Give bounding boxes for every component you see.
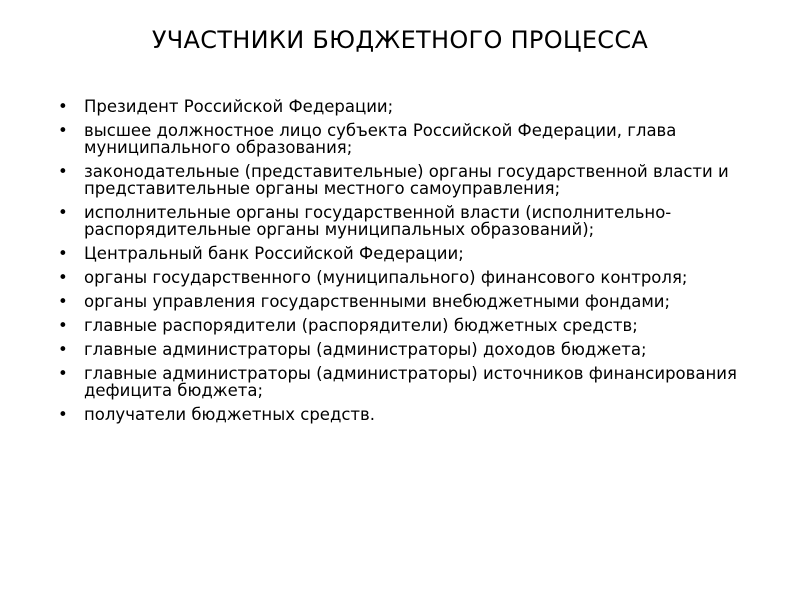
list-item-text: получатели бюджетных средств. (84, 405, 376, 424)
list-item (58, 122, 758, 156)
list-item (58, 293, 758, 310)
bullet-icon: • (58, 340, 68, 359)
list-item-text: исполнительные органы государственной власти (исполнительно-распорядительные органы муниципальных образований); (84, 203, 672, 239)
bullet-icon: • (58, 203, 68, 222)
list-item-text: законодательные (представительные) органы государственной власти и представительные органы местного самоуправления; (84, 162, 729, 198)
bullet-list (58, 98, 758, 430)
list-item-text: высшее должностное лицо субъекта Российской Федерации, глава муниципального образования; (84, 121, 677, 157)
list-item-text: органы государственного (муниципального) финансового контроля; (84, 268, 688, 287)
list-item-text: главные распорядители (распорядители) бюджетных средств; (84, 316, 638, 335)
bullet-icon: • (58, 316, 68, 335)
list-item-text: Центральный банк Российской Федерации; (84, 244, 464, 263)
list-item (58, 269, 758, 286)
list-item (58, 245, 758, 262)
list-item (58, 98, 758, 115)
list-item (58, 365, 758, 399)
list-item (58, 163, 758, 197)
list-item (58, 204, 758, 238)
list-item-text: Президент Российской Федерации; (84, 97, 394, 116)
bullet-icon: • (58, 162, 68, 181)
bullet-icon: • (58, 97, 68, 116)
list-item (58, 317, 758, 334)
list-item (58, 406, 758, 423)
bullet-icon: • (58, 121, 68, 140)
list-item-text: главные администраторы (администраторы) доходов бюджета; (84, 340, 647, 359)
list-item (58, 341, 758, 358)
list-item-text: главные администраторы (администраторы) источников финансирования дефицита бюджета; (84, 364, 737, 400)
bullet-icon: • (58, 405, 68, 424)
list-item-text: органы управления государственными внебюджетными фондами; (84, 292, 671, 311)
bullet-icon: • (58, 268, 68, 287)
slide-title: УЧАСТНИКИ БЮДЖЕТНОГО ПРОЦЕССА (151, 26, 649, 54)
bullet-icon: • (58, 244, 68, 263)
bullet-icon: • (58, 364, 68, 383)
bullet-icon: • (58, 292, 68, 311)
